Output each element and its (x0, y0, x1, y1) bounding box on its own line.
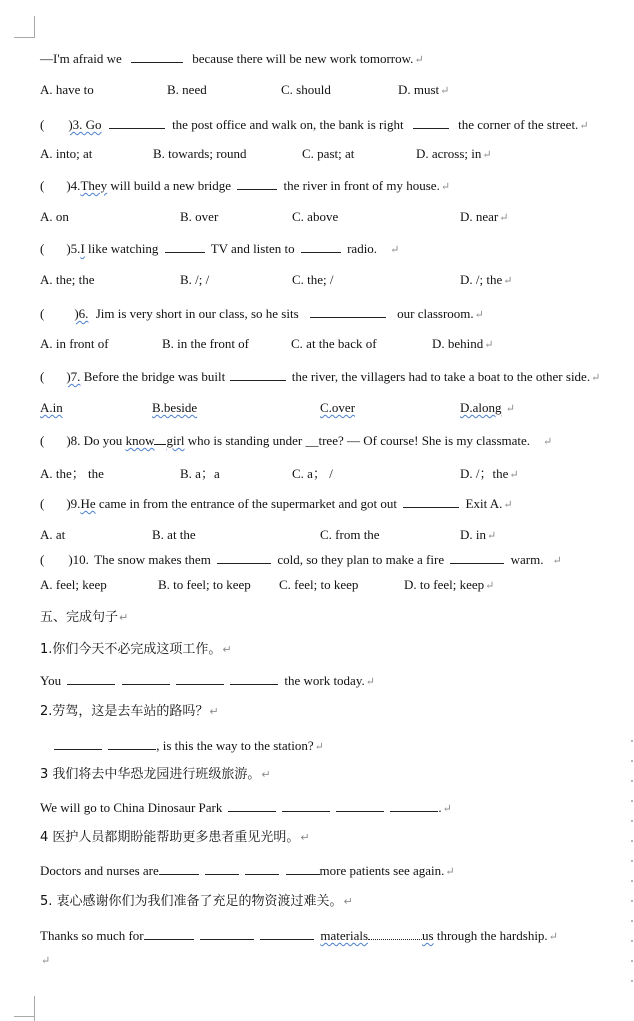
paragraph-mark-icon: ↵ (579, 120, 589, 132)
option-c: C.over (320, 400, 356, 415)
answer-blank (230, 368, 286, 381)
option-c: C. above (292, 209, 339, 224)
empty-paragraph (40, 952, 50, 969)
answer-blank (245, 862, 279, 875)
paragraph-mark-icon: ↵ (442, 803, 452, 815)
option-d: D. in↵ (460, 527, 497, 542)
q8-stem: ( )8. Do you know girl who is standing under __tree? — Of course! She is my classmate. ↵ (40, 433, 553, 448)
answer-blank (176, 672, 224, 685)
edge-mark (631, 940, 633, 942)
paragraph-mark-icon: ↵ (509, 469, 519, 481)
option-b: B. a；a (180, 466, 220, 481)
option-a: A. into; at (40, 146, 93, 161)
paragraph-mark-icon: ↵ (261, 768, 271, 781)
option-c: C. past; at (302, 146, 355, 161)
option-a: A. the; the (40, 272, 95, 287)
edge-mark (631, 980, 633, 982)
answer-blank (108, 737, 156, 750)
answer-blank (165, 240, 205, 253)
answer-blank (230, 672, 278, 685)
option-a: A. in front of (40, 336, 109, 351)
paragraph-mark-icon: ↵ (119, 611, 129, 624)
answer-blank (228, 799, 276, 812)
answer-blank (310, 305, 386, 318)
option-c: C. a； / (292, 466, 333, 481)
option-d: D.along ↵ (460, 400, 515, 415)
answer-blank (154, 432, 166, 445)
option-a: A. feel; keep (40, 577, 107, 592)
option-b: B. towards; round (153, 146, 247, 161)
answer-blank (200, 927, 254, 940)
answer-blank (260, 927, 314, 940)
answer-blank (286, 862, 320, 875)
answer-blank (450, 551, 504, 564)
edge-mark (631, 820, 633, 822)
paragraph-mark-icon: ↵ (499, 212, 509, 224)
answer-blank (413, 116, 449, 129)
answer-blank (237, 177, 277, 190)
crop-mark-top-vertical (34, 16, 35, 38)
option-d: D. across; in↵ (416, 146, 492, 161)
section-heading: 五、完成句子↵ (40, 610, 129, 625)
answer-blank (390, 799, 438, 812)
option-b: B. at the (152, 527, 196, 542)
edge-mark (631, 900, 633, 902)
option-d: D. /; the↵ (460, 272, 513, 287)
s2-english: , is this the way to the station?↵ (54, 737, 324, 755)
paragraph-mark-icon: ↵ (445, 866, 455, 878)
crop-mark-bottom-vertical (34, 996, 35, 1021)
paragraph-mark-icon: ↵ (503, 499, 513, 511)
option-c: C. from the (320, 527, 380, 542)
answer-blank (67, 672, 115, 685)
option-b: B. to feel; to keep (158, 577, 251, 592)
s4-chinese: 4 医护人员都期盼能帮助更多患者重见光明。↵ (40, 830, 310, 845)
s1-chinese: 1.你们今天不必完成这项工作。↵ (40, 642, 232, 657)
edge-mark (631, 960, 633, 962)
paragraph-mark-icon: ↵ (440, 181, 451, 193)
answer-blank (131, 50, 183, 63)
option-d: D. behind↵ (432, 336, 494, 351)
option-c: C. the; / (292, 272, 334, 287)
paragraph-mark-icon: ↵ (505, 403, 515, 415)
answer-blank (122, 672, 170, 685)
q10-stem: ( )10. The snow makes them cold, so they plan to make a fire warm. ↵ (40, 552, 562, 567)
paragraph-mark-icon: ↵ (591, 372, 601, 384)
paragraph-mark-icon: ↵ (548, 931, 558, 943)
option-b: B. /; / (180, 272, 210, 287)
option-b: B. in the front of (162, 336, 250, 351)
answer-blank (217, 551, 271, 564)
s1-english: You the work today.↵ (40, 673, 375, 688)
s5-chinese: 5. 衷心感谢你们为我们准备了充足的物资渡过难关。↵ (40, 894, 353, 909)
option-c: C. at the back of (291, 336, 377, 351)
answer-blank (282, 799, 330, 812)
paragraph-mark-icon: ↵ (487, 530, 497, 542)
option-c: C. feel; to keep (279, 577, 359, 592)
paragraph-mark-icon: ↵ (343, 895, 353, 908)
s2-chinese: 2.劳驾，这是去车站的路吗？↵ (40, 704, 219, 719)
answer-blank (205, 862, 239, 875)
crop-mark-top-horizontal (14, 37, 35, 38)
answer-blank (301, 240, 341, 253)
s4-english: Doctors and nurses are more patients see again.↵ (40, 863, 455, 878)
paragraph-mark-icon: ↵ (314, 741, 324, 753)
paragraph-mark-icon: ↵ (300, 831, 310, 844)
answer-blank (54, 737, 102, 750)
option-b: B. need (167, 82, 207, 97)
option-d: D. near↵ (460, 209, 509, 224)
answer-blank (336, 799, 384, 812)
option-d: D. to feel; keep↵ (404, 577, 495, 592)
s5-english: Thanks so much for materials us through the hardship.↵ (40, 928, 558, 943)
paragraph-mark-icon: ↵ (474, 309, 484, 321)
option-a: A. on (40, 209, 69, 224)
edge-mark (631, 800, 633, 802)
q3-stem: ( )3. Go the post office and walk on, the bank is right the corner of the street.↵ (40, 117, 589, 132)
paragraph-mark-icon: ↵ (503, 275, 513, 287)
paragraph-mark-icon: ↵ (41, 955, 51, 967)
q5-stem: ( )5.I like watching TV and listen to radio. ↵ (40, 241, 400, 256)
q2-stem: —I'm afraid we because there will be new work tomorrow.↵ (40, 51, 424, 66)
option-a: A.in (40, 400, 63, 415)
paragraph-mark-icon: ↵ (365, 676, 375, 688)
edge-mark (631, 920, 633, 922)
option-c: C. should (281, 82, 331, 97)
paragraph-mark-icon: ↵ (552, 555, 562, 567)
answer-blank (403, 495, 459, 508)
option-a: A. have to (40, 82, 94, 97)
paragraph-mark-icon: ↵ (390, 244, 400, 256)
option-a: A. the； the (40, 466, 104, 481)
edge-mark (631, 780, 633, 782)
answer-blank (159, 862, 199, 875)
edge-mark (631, 740, 633, 742)
edge-mark (631, 860, 633, 862)
paragraph-mark-icon: ↵ (440, 85, 450, 97)
q6-stem: ( )6. Jim is very short in our class, so he sits our classroom.↵ (40, 306, 484, 321)
paragraph-mark-icon: ↵ (485, 580, 495, 592)
s3-chinese: 3 我们将去中华恐龙园进行班级旅游。↵ (40, 767, 271, 782)
answer-blank (368, 927, 422, 940)
paragraph-mark-icon: ↵ (414, 54, 424, 66)
paragraph-mark-icon: ↵ (222, 643, 232, 656)
paragraph-mark-icon: ↵ (543, 436, 553, 448)
edge-mark (631, 880, 633, 882)
crop-mark-bottom-horizontal (14, 1016, 35, 1017)
option-d: D. must↵ (398, 82, 450, 97)
edge-mark (631, 840, 633, 842)
q4-stem: ( )4.They will build a new bridge the river in front of my house.↵ (40, 178, 451, 193)
paragraph-mark-icon: ↵ (209, 705, 219, 718)
answer-blank (109, 116, 165, 129)
option-a: A. at (40, 527, 66, 542)
edge-mark (631, 760, 633, 762)
answer-blank (144, 927, 194, 940)
option-d: D. /；the↵ (460, 466, 519, 481)
paragraph-mark-icon: ↵ (482, 149, 492, 161)
s3-english: We will go to China Dinosaur Park .↵ (40, 800, 452, 815)
q9-stem: ( )9.He came in from the entrance of the supermarket and got out Exit A.↵ (40, 496, 513, 511)
option-b: B.beside (152, 400, 198, 415)
option-b: B. over (180, 209, 219, 224)
q7-stem: ( )7. Before the bridge was built the river, the villagers had to take a boat to the other side.↵ (40, 369, 601, 384)
paragraph-mark-icon: ↵ (484, 339, 494, 351)
